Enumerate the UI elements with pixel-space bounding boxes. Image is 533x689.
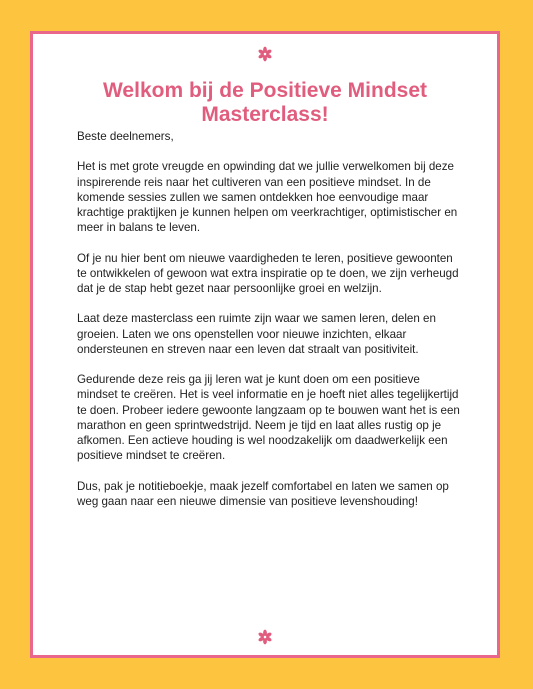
letter-body (77, 129, 462, 524)
paragraph: Laat deze masterclass een ruimte zijn waar we samen leren, delen en groeien. Laten we ons openstellen voor nieuwe inzichten, elkaar ondersteunen en streven naar een leven dat straalt van positiviteit. (77, 312, 436, 356)
greeting: Beste deelnemers, (77, 130, 174, 143)
paragraph: Of je nu hier bent om nieuwe vaardigheden te leren, positieve gewoonten te ontwikkelen of gewoon wat extra inspiratie op te doen, we zijn verheugd dat je de stap hebt gezet naar persoonlijke groei en welzijn. (77, 251, 459, 295)
flower-icon (257, 629, 273, 645)
flower-icon (257, 46, 273, 62)
paragraph: Dus, pak je notitieboekje, maak jezelf comfortabel en laten we samen op weg gaan naar een nieuwe dimensie van positieve levenshouding! (77, 479, 449, 508)
paragraph: Gedurende deze reis ga jij leren wat je kunt doen om een positieve mindset te creëren. Het is veel informatie en je hoeft niet alles tegelijkertijd te doen. Probeer iedere gewoonte langzaam op te bouwen want het is een marathon en geen sprintwedstrijd. Neem je tijd en laat alles rustig op je afkomen. Een actieve houding is wel noodzakelijk om daadwerkelijk een positieve mindset te creëren. (77, 373, 460, 463)
page-title: Welkom bij de Positieve Mindset Masterclass! (102, 79, 428, 126)
paragraph: Het is met grote vreugde en opwinding dat we jullie verwelkomen bij deze inspirerende reis naar het cultiveren van een positieve mindset. In de komende sessies zullen we samen ontdekken hoe eenvoudige maar krachtige praktijken je kunnen helpen om veerkrachtiger, optimistischer en meer in balans te leven. (77, 160, 458, 235)
document-page (30, 31, 500, 658)
